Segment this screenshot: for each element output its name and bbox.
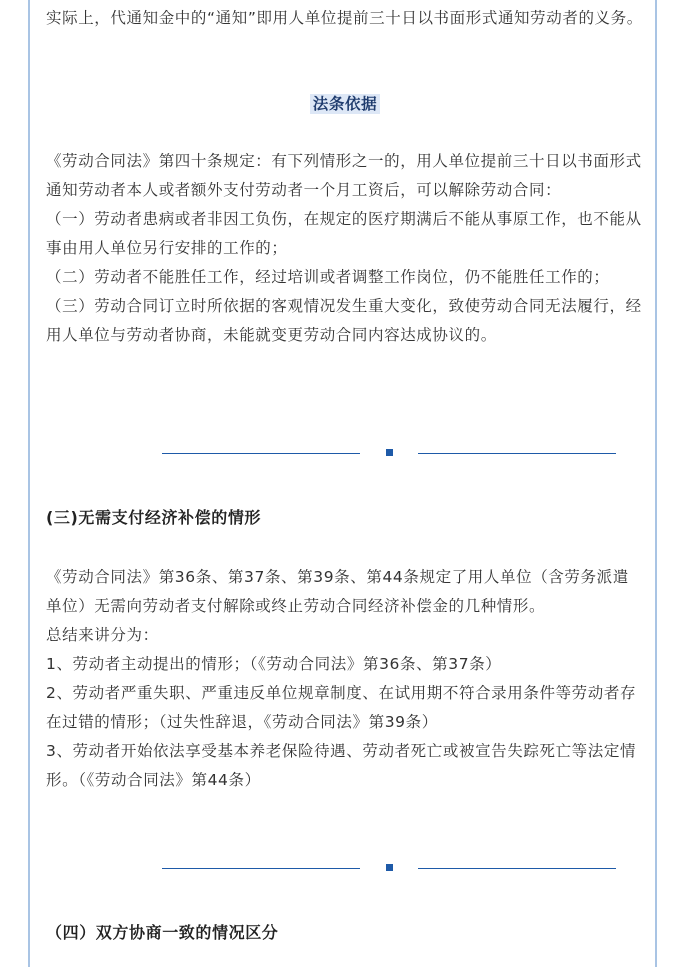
article-frame bbox=[28, 0, 657, 967]
intro-paragraph: 实际上，代通知金中的“通知”即用人单位提前三十日以书面形式通知劳动者的义务。 bbox=[46, 9, 643, 27]
intro-block bbox=[46, 4, 644, 33]
section-divider bbox=[162, 449, 616, 457]
law-paragraph: （一）劳动者患病或者非因工负伤，在规定的医疗期满后不能从事原工作，也不能从事由用人单位另行安排的工作的； bbox=[46, 210, 642, 257]
law-paragraph: （三）劳动合同订立时所依据的客观情况发生重大变化，致使劳动合同无法履行，经用人单位与劳动者协商，未能就变更劳动合同内容达成协议的。 bbox=[46, 297, 642, 344]
section-3-paragraph: 1、劳动者主动提出的情形；（《劳动合同法》第36条、第37条） bbox=[46, 655, 502, 673]
section-3-paragraph: 2、劳动者严重失职、严重违反单位规章制度、在试用期不符合录用条件等劳动者存在过错的情形；（过失性辞退，《劳动合同法》第39条） bbox=[46, 684, 637, 731]
law-basis-heading-text: 法条依据 bbox=[310, 94, 380, 114]
law-paragraph: 《劳动合同法》第四十条规定：有下列情形之一的，用人单位提前三十日以书面形式通知劳动者本人或者额外支付劳动者一个月工资后，可以解除劳动合同： bbox=[46, 152, 642, 199]
section-3-paragraph: 《劳动合同法》第36条、第37条、第39条、第44条规定了用人单位（含劳务派遣单位）无需向劳动者支付解除或终止劳动合同经济补偿金的几种情形。 bbox=[46, 568, 629, 615]
section-3-paragraph: 3、劳动者开始依法享受基本养老保险待遇、劳动者死亡或被宣告失踪死亡等法定情形。（《劳动合同法》第44条） bbox=[46, 742, 637, 789]
section-3-title: (三)无需支付经济补偿的情形 bbox=[46, 508, 262, 527]
divider-line-right bbox=[418, 868, 616, 869]
divider-line-right bbox=[418, 453, 616, 454]
divider-dot bbox=[386, 449, 393, 456]
divider-dot bbox=[386, 864, 393, 871]
section-4-title: （四）双方协商一致的情况区分 bbox=[46, 923, 279, 942]
law-paragraph: （二）劳动者不能胜任工作，经过培训或者调整工作岗位，仍不能胜任工作的； bbox=[46, 268, 610, 286]
section-divider bbox=[162, 864, 616, 872]
law-basis-heading bbox=[46, 90, 644, 119]
section-3-paragraph: 总结来讲分为： bbox=[46, 626, 159, 644]
section-3-block bbox=[46, 563, 644, 795]
law-basis-block bbox=[46, 147, 644, 350]
divider-line-left bbox=[162, 453, 360, 454]
divider-line-left bbox=[162, 868, 360, 869]
